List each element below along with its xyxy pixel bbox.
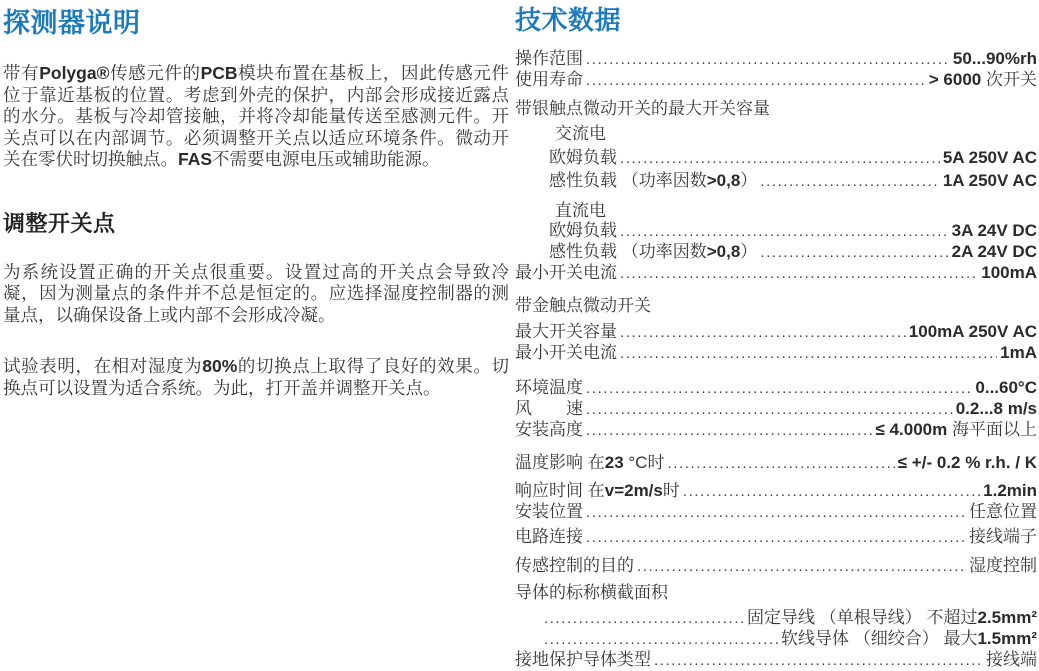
spec-value <box>983 481 1037 501</box>
text-segment: 不需要电源电压或辅助能源。 <box>212 149 440 170</box>
bold-text-segment: 0...60°C <box>975 377 1037 397</box>
spec-label <box>515 99 770 119</box>
spec-label <box>515 296 651 316</box>
text-segment: 带银触点微动开关的最大开关容量 <box>515 98 770 118</box>
text-segment: 交流电 <box>555 123 606 143</box>
spec-value <box>975 378 1037 398</box>
spec-value <box>781 629 1037 649</box>
text-segment: 最小开关电流 <box>515 342 617 362</box>
spec-row <box>515 481 1037 502</box>
dot-leader <box>620 263 978 284</box>
bold-text-segment: FAS <box>178 149 213 170</box>
text-segment: 带有 <box>3 63 40 84</box>
right-column <box>515 5 1037 669</box>
spec-label <box>549 171 757 191</box>
spec-row <box>515 201 1037 221</box>
spec-value <box>943 148 1037 168</box>
spec-value <box>969 527 1037 547</box>
bold-text-segment: 1.2min <box>983 480 1037 500</box>
text-segment: 带金触点微动开关 <box>515 295 651 315</box>
spec-label <box>515 49 583 69</box>
dot-leader <box>683 481 980 502</box>
spec-row <box>515 583 1037 603</box>
dot-leader <box>544 629 778 650</box>
bold-text-segment: PCB <box>200 63 238 84</box>
spec-row <box>515 527 1037 548</box>
bold-text-segment: v=2m/s <box>604 480 663 500</box>
spec-row <box>515 99 1037 119</box>
spec-row <box>515 556 1037 577</box>
bold-text-segment: Polyga® <box>39 63 110 84</box>
text-segment: 次开关 <box>981 69 1037 89</box>
spec-row <box>515 629 1037 650</box>
text-segment: 最小开关电流 <box>515 262 617 282</box>
dot-leader <box>586 502 966 523</box>
text-segment: ） <box>740 170 758 190</box>
section-title-technical-data: 技术数据 <box>515 5 622 35</box>
text-segment: 欧姆负载 <box>549 220 617 240</box>
spec-label <box>555 201 606 221</box>
tech-specs-list <box>515 49 1037 671</box>
spec-value <box>952 242 1037 262</box>
spec-value <box>953 49 1037 69</box>
spec-row <box>515 124 1037 144</box>
bold-text-segment: > 6000 <box>928 69 982 89</box>
text-segment: 导体的标称横截面积 <box>515 582 668 602</box>
text-segment: 固定导线 （单根导线） 不超过 <box>747 607 978 627</box>
spec-value <box>747 608 1037 628</box>
dot-leader <box>620 343 997 364</box>
spec-label <box>515 453 664 473</box>
bold-text-segment: 100mA <box>981 262 1037 282</box>
text-segment: 传感元件的 <box>109 63 201 84</box>
text-segment: 直流电 <box>555 200 606 220</box>
section-title-detector-description: 探测器说明 <box>3 8 141 38</box>
spec-row <box>515 70 1037 91</box>
text-segment: 安装高度 <box>515 419 583 439</box>
spec-row <box>515 343 1037 364</box>
text-segment: 为系统设置正确的开关点很重要。设置过高的开关点会导致冷凝，因为测量点的条件并不总是恒定的。应选择湿度控制器的测量点，以确保设备上或内部不会形成冷凝。 <box>3 261 509 325</box>
adjust-switch-point-paragraph-1 <box>3 262 509 327</box>
spec-row <box>515 453 1037 474</box>
text-segment: 的切换点上取得了良好的效果。切换点可以设置为适合系统。为此，打开盖并调整开关点。 <box>3 356 510 398</box>
text-segment: 接线端子 <box>969 526 1037 546</box>
text-segment: 海平面以上 <box>947 419 1037 439</box>
bold-text-segment: ≤ 4.000m <box>875 419 948 439</box>
text-segment: 操作范围 <box>515 48 583 68</box>
spec-value <box>969 502 1037 522</box>
text-segment: 传感控制的目的 <box>515 555 634 575</box>
spec-row <box>515 378 1037 399</box>
spec-row <box>515 148 1037 169</box>
text-segment: 安装位置 <box>515 501 583 521</box>
spec-label <box>515 583 668 603</box>
bold-text-segment: 1mA <box>1000 342 1037 362</box>
spec-value <box>1000 343 1037 363</box>
spec-label <box>549 148 617 168</box>
bold-text-segment: 50...90%rh <box>952 48 1037 68</box>
text-segment: 接地保护导体类型 <box>515 649 651 669</box>
dot-leader <box>544 608 744 629</box>
section-title-adjust-switch-point: 调整开关点 <box>3 210 116 236</box>
spec-row <box>515 296 1037 316</box>
spec-value <box>952 221 1037 241</box>
detector-description-paragraph <box>3 63 509 171</box>
text-segment: 时 <box>662 480 680 500</box>
spec-value <box>909 322 1037 342</box>
spec-label <box>515 343 617 363</box>
text-segment: 接线端 <box>986 649 1037 669</box>
dot-leader <box>586 527 966 548</box>
text-segment: 任意位置 <box>969 501 1037 521</box>
spec-label <box>515 420 583 440</box>
spec-label <box>515 502 583 522</box>
spec-label <box>515 650 651 670</box>
dot-leader <box>760 171 940 192</box>
text-segment: 湿度控制 <box>969 555 1037 575</box>
bold-text-segment: 2A 24V DC <box>951 241 1037 261</box>
bold-text-segment: 1A 250V AC <box>942 170 1037 190</box>
spec-row <box>515 650 1037 671</box>
spec-row <box>515 322 1037 343</box>
dot-leader <box>654 650 983 671</box>
text-segment: 软线导体 （细绞合） 最大 <box>781 628 978 648</box>
spec-row <box>515 608 1037 629</box>
dot-leader <box>586 378 972 399</box>
spec-label <box>515 378 583 398</box>
spec-row <box>515 502 1037 523</box>
spec-value <box>969 556 1037 576</box>
bold-text-segment: 3A 24V DC <box>951 220 1037 240</box>
spec-row <box>515 399 1037 420</box>
bold-text-segment: 0.2...8 m/s <box>955 398 1037 418</box>
spec-value <box>898 453 1037 473</box>
bold-text-segment: 5A 250V AC <box>942 147 1037 167</box>
spec-label <box>555 124 606 144</box>
bold-text-segment: >0,8 <box>706 170 741 190</box>
dot-leader <box>620 322 906 343</box>
spec-value <box>986 650 1037 670</box>
bold-text-segment: 2.5mm² <box>977 607 1037 627</box>
text-segment: 电路连接 <box>515 526 583 546</box>
text-segment: 温度影响 在 <box>515 452 605 472</box>
text-segment: 感性负载 （功率因数 <box>549 241 707 261</box>
bold-text-segment: 100mA 250V AC <box>908 321 1037 341</box>
spec-label <box>549 242 757 262</box>
text-segment: 响应时间 在 <box>515 480 605 500</box>
text-segment: 模块布置在基板上，因此传感元件位于靠近基板的位置。考虑到外壳的保护，内部会形成接近露点的水分。基板与冷却管接触，并将冷却能量传送至感测元件。开关点可以在内部调节。必须调整开关点以适应环境条件。微动开关在零伏时切换触点。 <box>3 63 510 170</box>
spec-value <box>929 70 1037 90</box>
spec-row <box>515 171 1037 192</box>
text-segment: 环境温度 <box>515 377 583 397</box>
text-segment: °C时 <box>623 452 665 472</box>
adjust-switch-point-paragraph-2 <box>3 356 509 399</box>
spec-row <box>515 420 1037 441</box>
text-segment: 使用寿命 <box>515 69 583 89</box>
spec-label <box>515 70 583 90</box>
text-segment: 试验表明，在相对湿度为 <box>3 356 203 377</box>
spec-row <box>515 49 1037 70</box>
dot-leader <box>620 148 940 169</box>
text-segment: 欧姆负载 <box>549 147 617 167</box>
bold-text-segment: ≤ +/- 0.2 % r.h. / K <box>897 452 1037 472</box>
spec-label <box>515 399 583 419</box>
text-segment: 最大开关容量 <box>515 321 617 341</box>
spec-row <box>515 263 1037 284</box>
spec-value <box>876 420 1037 440</box>
dot-leader <box>586 49 950 70</box>
text-segment: 风 速 <box>515 398 583 418</box>
text-segment: 感性负载 （功率因数 <box>549 170 707 190</box>
bold-text-segment: >0,8 <box>706 241 741 261</box>
spec-row <box>515 242 1037 263</box>
dot-leader <box>620 221 949 242</box>
dot-leader <box>586 70 926 91</box>
spec-row <box>515 221 1037 242</box>
spec-value <box>956 399 1037 419</box>
text-segment: ） <box>740 241 758 261</box>
spec-label <box>515 556 634 576</box>
spec-label <box>515 263 617 283</box>
spec-label <box>515 322 617 342</box>
dot-leader <box>586 420 873 441</box>
spec-label <box>515 527 583 547</box>
dot-leader <box>667 453 894 474</box>
dot-leader <box>586 399 953 420</box>
bold-text-segment: 1.5mm² <box>977 628 1037 648</box>
spec-value <box>943 171 1037 191</box>
bold-text-segment: 23 <box>604 452 624 472</box>
dot-leader <box>637 556 966 577</box>
bold-text-segment: 80% <box>202 356 238 377</box>
spec-label <box>549 221 617 241</box>
dot-leader <box>760 242 948 263</box>
spec-label <box>515 481 680 501</box>
left-column <box>3 6 515 657</box>
spec-value <box>981 263 1037 283</box>
